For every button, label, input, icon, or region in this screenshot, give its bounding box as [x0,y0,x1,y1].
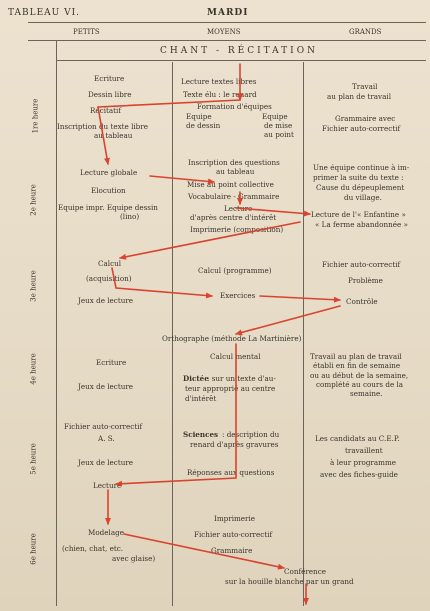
grands-h1-c: Grammaire avec [335,114,396,123]
arrow-6 [236,208,310,214]
hour-1: 1re heure [31,98,40,134]
petits-h5-c: Jeux de lecture [78,458,134,467]
petits-h2-b: Elocution [91,186,126,195]
moyens-h6-a: Imprimerie [214,514,256,523]
moyens-h1-b: Texte élu : le renard [183,90,257,99]
moyens-h2-d: Vocabulaire - Grammaire [188,192,280,201]
petits-h3-a: Calcul [98,259,122,268]
moyens-h1-g: de mise [264,121,293,130]
grands-h5-a: Les candidats au C.E.P. [315,434,400,443]
arrow-7 [120,222,300,258]
moyens-h6-b: Fichier auto-correctif [194,530,273,539]
arrow-3 [98,107,108,164]
day-title: MARDI [207,8,249,18]
grands-h4-e: semaine. [350,389,383,398]
grands-h4-c: ou au début de la semaine, [310,371,409,380]
moyens-h3-b: Exercices [220,291,256,300]
grands-h1-b: au plan de travail [327,92,391,101]
moyens-h2-a: Inscription des questions [188,158,280,167]
col-petits: PETITS [73,28,100,36]
moyens-h1-f: Equipe [262,112,288,121]
moyens-h1-c: Formation d'équipes [197,102,272,111]
moyens-h4-d: : sur un texte d'au- [207,374,276,383]
hour-3: 3e heure [29,270,38,302]
petits-h2-a: Lecture globale [80,168,138,177]
moyens-h6-e: sur la houille blanche par un grand [225,577,354,586]
arrow-10 [236,306,340,334]
petits-h2-d: (lino) [120,212,140,221]
petits-h5-b: A. S. [98,434,115,443]
petits-h1-b: Dessin libre [88,90,132,99]
arrow-9 [260,296,340,300]
moyens-h4-c: Dictée [183,374,209,383]
col-grands: GRANDS [349,28,382,36]
moyens-h4-f: d'intérêt [185,394,217,403]
arrow-2 [98,100,240,107]
moyens-h5-c: renard d'après gravures [190,440,279,449]
grands-h2-c: Cause du dépeuplement [316,183,405,192]
moyens-h2-g: Imprimerie (composition) [190,225,284,234]
petits-h1-a: Ecriture [94,74,125,83]
hour-5: 5e heure [29,443,38,475]
chant-recitation: CHANT - RÉCITATION [160,46,318,56]
moyens-h2-e: Lecture [224,204,253,213]
arrow-4 [150,176,214,182]
grands-h3-c: Contrôle [346,297,378,306]
moyens-h1-a: Lecture textes libres [181,77,257,86]
grands-h4-a: Travail au plan de travail [310,352,402,361]
arrow-8 [112,268,212,296]
grands-h5-d: avec des fiches-guide [320,470,398,479]
table-title: TABLEAU VI. [8,8,81,18]
hour-4: 4e heure [29,353,38,385]
petits-h3-c: Jeux de lecture [78,296,134,305]
grands-h4-d: complété au cours de la [316,380,404,389]
grands-h2-f: « La ferme abandonnée » [315,220,408,229]
hour-2: 2e heure [29,184,38,216]
petits-h1-c: Récitatif [90,106,122,115]
petits-h1-d: Inscription du texte libre [57,122,148,131]
moyens-h2-f: d'après centre d'intérêt [190,213,277,222]
moyens-h2-c: Mise au point collective [187,180,274,189]
col-moyens: MOYENS [207,28,241,36]
moyens-h6-c: Grammaire [211,546,253,555]
grands-h1-a: Travail [352,82,378,91]
petits-h5-a: Fichier auto-correctif [64,422,143,431]
grands-h2-b: primer la suite du texte : [313,173,404,182]
petits-h4-b: Jeux de lecture [78,382,134,391]
moyens-h5-a: Sciences [183,430,219,439]
moyens-h3-a: Calcul (programme) [198,266,272,275]
moyens-h1-e: de dessin [186,121,221,130]
grands-h2-d: du village. [344,193,382,202]
moyens-h1-h: au point [264,130,294,139]
petits-h1-e: au tableau [94,131,133,140]
moyens-h1-d: Equipe [186,112,212,121]
moyens-h5-b: : description du [222,430,280,439]
grands-h3-a: Fichier auto-correctif [322,260,401,269]
hour-6: 6e heure [29,533,38,565]
petits-h6-c: avec glaise) [112,554,156,563]
moyens-h4-e: teur approprié au centre [185,384,276,393]
grands-h2-e: Lecture de l'« Enfantine » [311,210,406,219]
moyens-h2-b: au tableau [216,167,255,176]
grands-h2-a: Une équipe continue à im- [313,163,410,172]
petits-h6-a: Modelage [88,528,124,537]
petits-h4-a: Ecriture [96,358,127,367]
moyens-h4-a: Orthographe (méthode La Martinière) [162,334,302,343]
grands-h4-b: établi en fin de semaine [313,361,401,370]
grands-h5-c: à leur programme [330,458,397,467]
grands-h5-b: travaillent [345,446,383,455]
arrow-11 [116,344,236,484]
petits-h5-d: Lecture [93,481,122,490]
grands-h3-b: Problème [348,276,383,285]
moyens-h4-b: Calcul mental [210,352,261,361]
petits-h6-b: (chien, chat, etc. [62,544,124,553]
moyens-h5-d: Réponses aux questions [187,468,275,477]
grands-h1-d: Fichier auto-correctif [322,124,401,133]
moyens-h6-d: Conférence [284,567,326,576]
arrow-13 [124,534,284,568]
petits-h3-b: (acquisition) [86,274,132,283]
petits-h2-c: Equipe impr. Equipe dessin [58,203,158,212]
